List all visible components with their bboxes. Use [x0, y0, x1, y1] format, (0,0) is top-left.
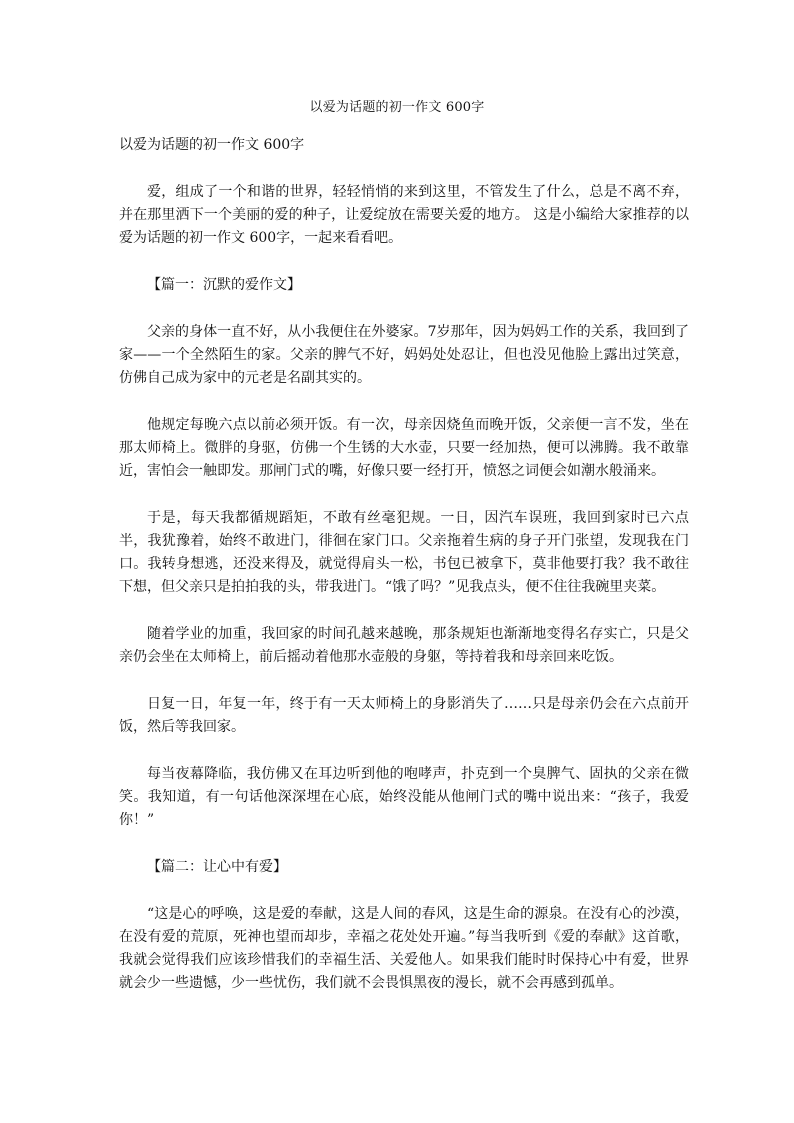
section-2-paragraph: “这是心的呼唤，这是爱的奉献，这是人间的春风，这是生命的源泉。在没有心的沙漠，在没有爱的荒原，死神也望而却步，幸福之花处处开遍。”每当我听到《爱的奉献》这首歌，我就会觉得我们应该珍惜我们的幸福生活、关爱他人。如果我们能时时保持心中有爱，世界就会少一些遗憾，少一些忧伤，我们就不会畏惧黑夜的漫长，就不会再感到孤单。 — [119, 906, 689, 991]
section-1-paragraph: 父亲的身体一直不好，从小我便住在外婆家。7岁那年，因为妈妈工作的关系，我回到了家——一个全然陌生的家。父亲的脾气不好，妈妈处处忍让，但也没见他脸上露出过笑意，仿佛自己成为家中的元老是名副其实的。 — [119, 324, 689, 386]
document-subtitle: 以爱为话题的初一作文 600字 — [119, 137, 305, 153]
section-1-paragraph: 于是，每天我都循规蹈矩，不敢有丝毫犯规。一日，因汽车误班，我回到家时已六点半，我犹豫着，始终不敢进门，徘徊在家门口。父亲拖着生病的身子开门张望，发现我在门口。我转身想逃，还没来得及，就觉得肩头一松，书包已被拿下，莫非他要打我？我不敢往下想，但父亲只是拍拍我的头，带我进门。“饿了吗？”见我点头，便不住往我碗里夹菜。 — [119, 510, 689, 595]
intro-paragraph: 爱，组成了一个和谐的世界，轻轻悄悄的来到这里，不管发生了什么，总是不离不弃，并在那里洒下一个美丽的爱的种子，让爱绽放在需要关爱的地方。 这是小编给大家推荐的以爱为话题的初一作文 600字，一起来看看吧。 — [119, 184, 689, 246]
section-heading-1: 【篇一：沉默的爱作文】 — [147, 277, 301, 293]
document-body — [119, 181, 689, 1019]
section-1-paragraph: 随着学业的加重，我回家的时间孔越来越晚，那条规矩也渐渐地变得名存实亡，只是父亲仍会坐在太师椅上，前后摇动着他那水壶般的身躯，等持着我和母亲回来吃饭。 — [119, 626, 689, 665]
section-heading-2: 【篇二：让心中有爱】 — [147, 859, 287, 875]
document-title: 以爱为话题的初一作文 600字 — [309, 100, 485, 115]
section-1-paragraph: 他规定每晚六点以前必须开饭。有一次，母亲因烧鱼而晚开饭，父亲便一言不发，坐在那太师椅上。微胖的身驱，仿佛一个生锈的大水壶，只要一经加热，便可以沸腾。我不敢靠近，害怕会一触即发。那闸门式的嘴，好像只要一经打开，愤怒之词便会如潮水般涌来。 — [119, 417, 689, 479]
section-1-paragraph: 日复一日，年复一年，终于有一天太师椅上的身影消失了……只是母亲仍会在六点前开饭，然后等我回家。 — [119, 696, 689, 735]
section-1-paragraph: 每当夜幕降临，我仿佛又在耳边听到他的咆哮声，扑克到一个臭脾气、固执的父亲在微笑。我知道，有一句话他深深埋在心底，始终没能从他闸门式的嘴中说出来：“孩子，我爱你！” — [119, 766, 689, 828]
